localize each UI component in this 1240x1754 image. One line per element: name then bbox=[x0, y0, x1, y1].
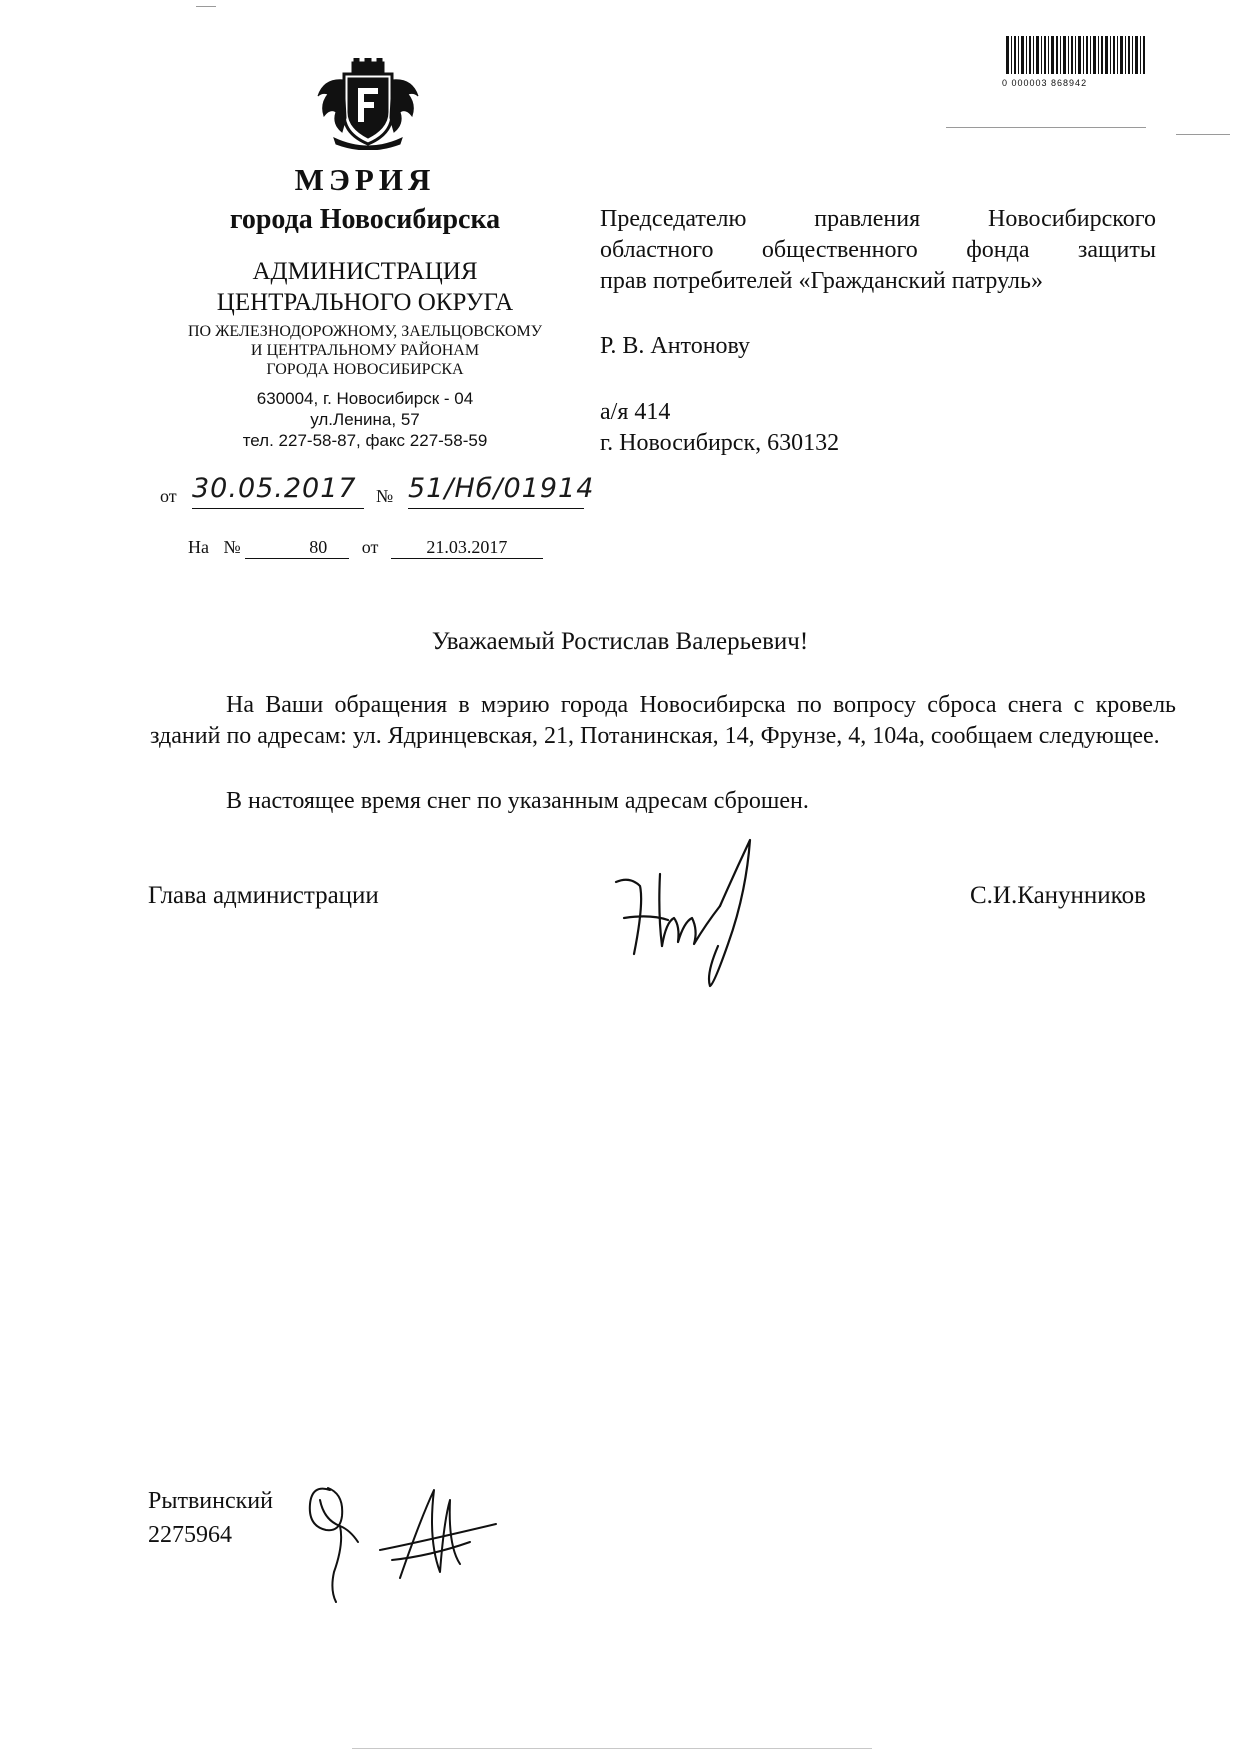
reference-number-value: 80 bbox=[309, 537, 328, 557]
registration-date: 30.05.2017 bbox=[192, 472, 364, 509]
addressee-postal-address bbox=[600, 397, 839, 459]
sender-address bbox=[180, 388, 550, 451]
scan-mark bbox=[196, 6, 216, 7]
address-line: 630004, г. Новосибирск - 04 bbox=[256, 389, 474, 408]
scan-mark bbox=[352, 1748, 872, 1749]
administration-title bbox=[150, 256, 580, 318]
addressee-position-line: Председателю правления Новосибирского bbox=[600, 206, 1156, 232]
addressee-position-line: областного общественного фонда защиты bbox=[600, 237, 1156, 263]
signatory-title: Глава администрации bbox=[148, 882, 379, 909]
addressee-city: г. Новосибирск, 630132 bbox=[600, 430, 840, 456]
addressee-organization: прав потребителей «Гражданский патруль» bbox=[600, 268, 1043, 294]
executor-name: Рытвинский bbox=[148, 1488, 273, 1514]
address-line: ул.Ленина, 57 bbox=[310, 410, 420, 429]
reference-date-label: от bbox=[361, 537, 379, 557]
registration-date-label: от bbox=[160, 486, 177, 506]
letter-paragraph: В настоящее время снег по указанным адресам сброшен. bbox=[226, 788, 809, 814]
scan-mark bbox=[946, 127, 1146, 128]
districts-line: ГОРОДА НОВОСИБИРСКА bbox=[266, 361, 464, 378]
scan-mark bbox=[1176, 134, 1230, 135]
registration-number-label: № bbox=[376, 486, 394, 506]
city-title: города Новосибирска bbox=[229, 204, 501, 235]
mayor-office-title: МЭРИЯ bbox=[294, 162, 436, 197]
reference-number bbox=[245, 536, 349, 559]
registration-number: 51/Нб/01914 bbox=[408, 472, 584, 509]
addressee-name: Р. В. Антонову bbox=[600, 333, 751, 359]
salutation: Уважаемый Ростислав Валерьевич! bbox=[431, 628, 809, 655]
executor-signature bbox=[300, 1460, 510, 1610]
address-line: тел. 227-58-87, факс 227-58-59 bbox=[242, 431, 488, 450]
districts-line: И ЦЕНТРАЛЬНОМУ РАЙОНАМ bbox=[250, 342, 480, 359]
addressee-position bbox=[600, 204, 1156, 266]
administration-line: АДМИНИСТРАЦИЯ bbox=[252, 258, 478, 285]
barcode-number: 0 000003 868942 bbox=[1002, 78, 1088, 88]
reference-prefix: На bbox=[188, 537, 209, 557]
signatory-name: С.И.Канунников bbox=[970, 882, 1146, 909]
executor-phone: 2275964 bbox=[148, 1522, 232, 1548]
reference-line bbox=[188, 536, 543, 559]
city-coat-of-arms-icon bbox=[314, 58, 422, 150]
letter-paragraph: На Ваши обращения в мэрию города Новосибирска по вопросу сброса снега с кровель зданий по адресам: ул. Ядринцевская, 21, Потанинская, 14, Фрунзе, 4, 104а, сообщаем следующее. bbox=[150, 692, 1176, 749]
reference-number-label: № bbox=[223, 537, 241, 557]
districts-block bbox=[140, 322, 590, 379]
reference-date: 21.03.2017 bbox=[391, 536, 543, 559]
districts-line: ПО ЖЕЛЕЗНОДОРОЖНОМУ, ЗАЕЛЬЦОВСКОМУ bbox=[187, 323, 543, 340]
administration-line: ЦЕНТРАЛЬНОГО ОКРУГА bbox=[216, 289, 514, 316]
handwritten-signature bbox=[610, 834, 780, 994]
addressee-po-box: а/я 414 bbox=[600, 399, 671, 425]
